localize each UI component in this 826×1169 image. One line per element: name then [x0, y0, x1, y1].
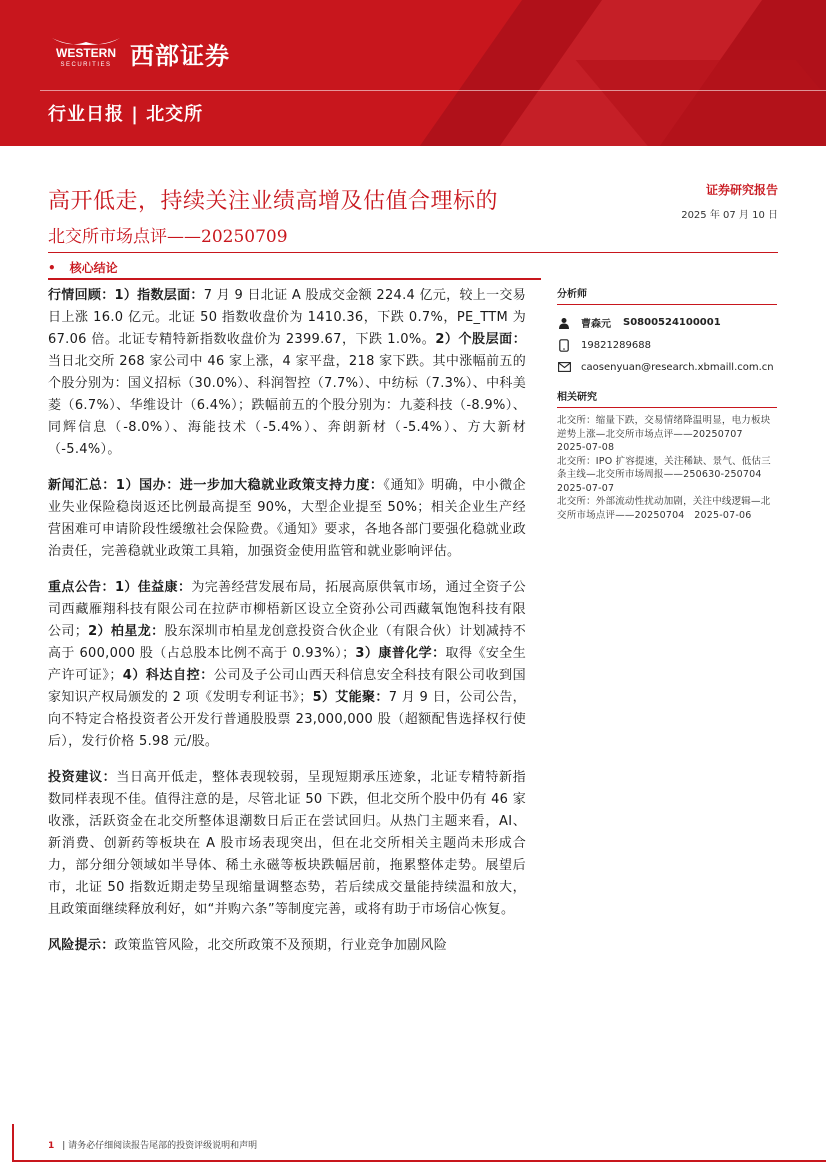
section-label: 核心结论	[69, 261, 118, 275]
paragraph-investment-advice	[48, 767, 526, 921]
para-heading: 新闻汇总：	[48, 478, 116, 493]
para-text: 当日高开低走，整体表现较弱，呈现短期承压迹象，北证专精特新指数同样表现不佳。值得注意的是，尽管北证 50 下跌，但北交所个股中仍有 46 家收涨，活跃资金在北交所整体退潮数日后正在尝试回归。从热门主题来看，AI、新消费、创新药等板块在 A 股市场表现突出，但在北交所相关主题尚未形成合力，部分细分领域如半导体、稀土永磁等板块跌幅居前，拖累整体走势。展望后市，北证 50 指数近期走势呈现缩量调整态势，若后续成交量能持续温和放大，且政策面继续释放利好，如“并购六条”等制度完善，或将有助于市场信心恢复。	[48, 770, 526, 917]
para-text: 7 月 9 日，公司公告，向不特定合格投资者公开发行普通股股票 23,000,000 股（超额配售选择权行使后），发行价格 5.98 元/股。	[48, 690, 526, 749]
bull-horns-icon	[50, 36, 122, 46]
phone-icon	[557, 338, 571, 352]
report-date: 2025 年 07 月 10 日	[681, 210, 778, 221]
report-title: 高开低走，持续关注业绩高增及估值合理标的	[48, 189, 499, 214]
report-subtitle: 北交所市场点评——20250709	[48, 227, 288, 247]
analyst-heading: 分析师	[557, 285, 777, 305]
para-heading: 重点公告：	[48, 580, 115, 595]
analyst-name: 曹森元	[581, 319, 611, 330]
para-subheading: 3）康普化学：	[355, 646, 446, 661]
header-banner	[0, 0, 826, 146]
logo-en-text: WESTERN	[56, 46, 116, 60]
para-subheading: 2）柏星龙：	[88, 624, 165, 639]
para-heading: 行情回顾：	[48, 288, 115, 303]
main-content	[48, 285, 526, 971]
para-subheading: 5）艾能聚：	[312, 690, 389, 705]
paragraph-market-review	[48, 285, 526, 461]
paragraph-news	[48, 475, 526, 563]
phone-row	[557, 338, 777, 352]
para-heading: 投资建议：	[48, 770, 117, 785]
logo-en-sub: SECURITIES	[60, 62, 112, 68]
related-research-item[interactable]: 北交所：外部流动性扰动加剧，关注中线逻辑—北交所市场点评——20250704 2025-07-06	[557, 496, 771, 521]
title-divider	[48, 252, 778, 253]
paragraph-risk	[48, 935, 526, 957]
company-logo	[50, 36, 230, 71]
para-text: 取得《安全生产许可证》；	[48, 646, 526, 683]
para-heading: 风险提示：	[48, 938, 115, 953]
related-research-item[interactable]: 北交所：缩量下跌，交易情绪降温明显，电力板块逆势上涨—北交所市场点评——20250707 2025-07-08	[557, 415, 771, 453]
section-divider	[48, 278, 541, 280]
email-icon	[557, 360, 571, 374]
header-divider	[40, 90, 826, 91]
para-subheading: 1）国办：进一步加大稳就业政策支持力度：	[115, 478, 384, 493]
para-subheading: 1）指数层面：	[114, 288, 204, 303]
bullet-icon: •	[48, 260, 56, 275]
section-heading	[48, 259, 118, 276]
logo-english	[50, 36, 122, 71]
related-research-item[interactable]: 北交所：IPO 扩容提速，关注稀缺、景气、低估三条主线—北交所市场周报——250630-250704 2025-07-07	[557, 455, 772, 494]
analyst-row	[557, 315, 777, 330]
phone-number: 19821289688	[581, 339, 651, 351]
para-text: 政策监管风险，北交所政策不及预期，行业竞争加剧风险	[114, 938, 448, 953]
person-icon	[557, 316, 571, 330]
para-text: 7 月 9 日北证 A 股成交金额 224.4 亿元，较上一交易日上涨 16.0 亿元。北证 50 指数收盘价为 1410.36，下跌 0.7%，PE_TTM 为 67.06 倍。北证专精特新指数收盘价为 2399.67，下跌 1.0%。	[48, 288, 526, 347]
para-subheading: 2）个股层面：	[435, 332, 526, 347]
para-subheading: 4）科达自控：	[122, 668, 214, 683]
para-text: 公司及子公司山西天科信息安全科技有限公司收到国家知识产权局颁发的 2 项《发明专利证书》；	[48, 668, 526, 705]
page-footer	[48, 1138, 257, 1151]
paragraph-announcements	[48, 577, 526, 753]
para-text: 《通知》明确，中小微企业失业保险稳岗返还比例最高提至 90%，大型企业提至 50%；相关企业生产经营困难可申请阶段性缓缴社会保险费。《通知》要求，各地各部门要强化稳就业政治责任，完善稳就业政策工具箱，加强资金使用监管和就业影响评估。	[48, 478, 526, 559]
related-research-heading: 相关研究	[557, 388, 777, 408]
logo-chinese: 西部证券	[130, 42, 230, 70]
para-text: 股东深圳市柏星龙创意投资合伙企业（有限合伙）计划减持不高于 600,000 股（占总股本比例不高于 0.93%）；	[48, 624, 526, 661]
footer-bottom-line	[12, 1160, 826, 1162]
footer-corner-line	[12, 1124, 14, 1162]
email-address[interactable]: caosenyuan@research.xbmaill.com.cn	[581, 361, 774, 373]
report-type: 证券研究报告	[705, 183, 778, 197]
para-text: 为完善经营发展布局，拓展高原供氧市场，通过全资子公司西藏雁翔科技有限公司在拉萨市柳梧新区设立全资孙公司西藏氧饱饱科技有限公司；	[48, 580, 526, 639]
page-number: 1	[48, 1141, 55, 1151]
email-row	[557, 360, 777, 374]
footer-disclaimer: | 请务必仔细阅读报告尾部的投资评级说明和声明	[62, 1141, 258, 1151]
related-research-list	[557, 414, 777, 522]
para-text: 当日北交所 268 家公司中 46 家上涨，4 家平盘，218 家下跌。其中涨幅前五的个股分别为：国义招标（30.0%）、科润智控（7.7%）、中纺标（7.3%）、中科美菱（6.7%）、华维设计（6.4%）；跌幅前五的个股分别为：九菱科技（-8.9%）、同辉信息（-8.0%）、海能技术（-5.4%）、奔朗新材（-5.4%）、方大新材（-5.4%）。	[48, 354, 526, 457]
analyst-license-id: S0800524100001	[623, 317, 721, 328]
para-subheading: 1）佳益康：	[114, 580, 192, 595]
sidebar	[557, 285, 777, 522]
breadcrumb: 行业日报 | 北交所	[48, 104, 204, 125]
